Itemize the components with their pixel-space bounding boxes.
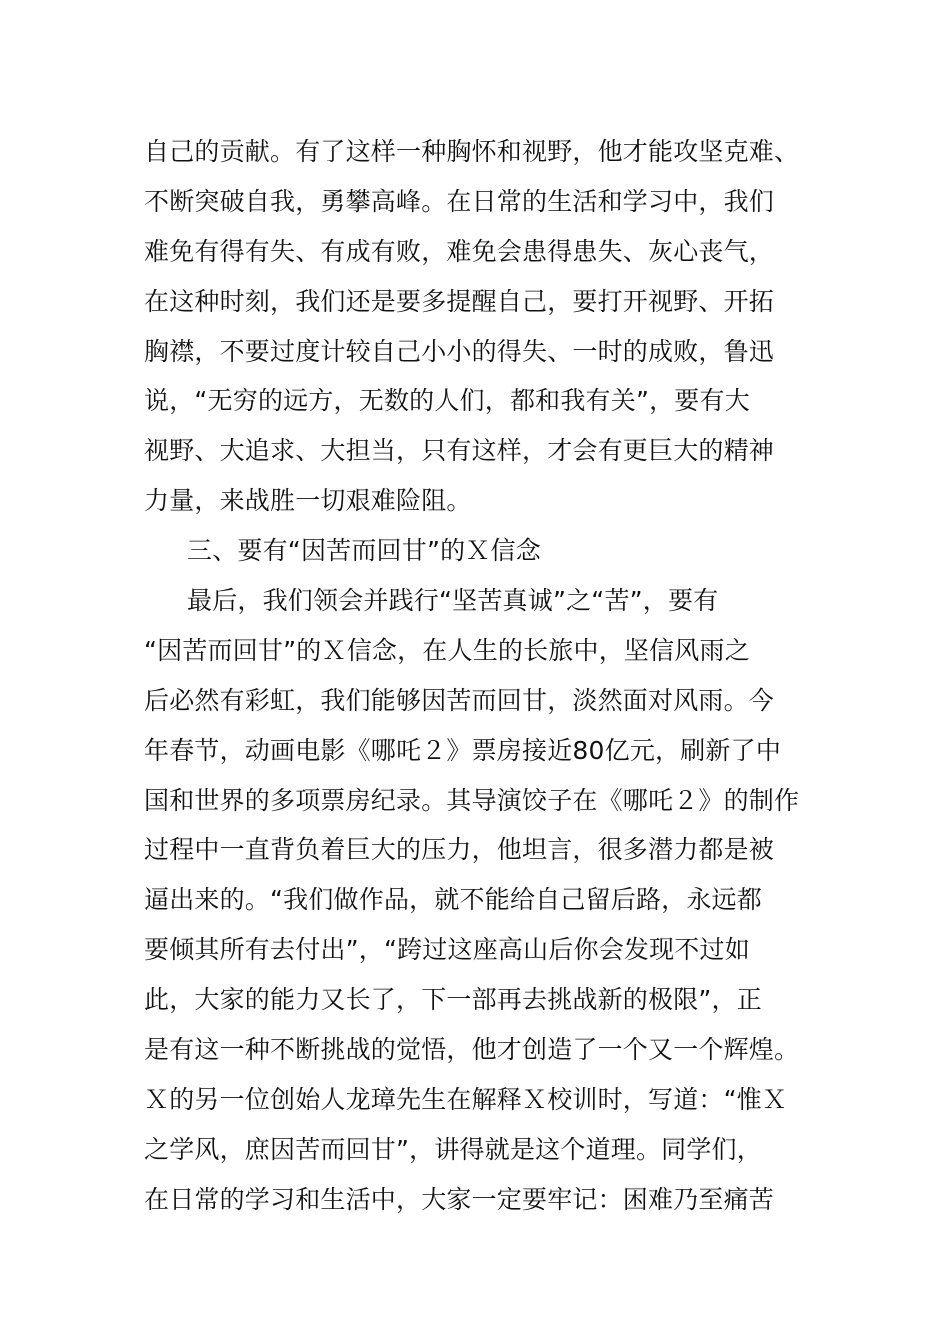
- text-line: 要倾其所有去付出”，“跨过这座高山后你会发现不过如: [144, 935, 750, 965]
- text-line: 自己的贡献。有了这样一种胸怀和视野，他才能攻坚克难、: [144, 137, 800, 166]
- text-line: 说，“无穷的远方，无数的人们，都和我有关”，要有大: [144, 386, 750, 416]
- text-line: 之学风，庶因苦而回甘”，讲得就是这个道理。同学们，: [144, 1134, 762, 1164]
- text-line: 年春节，动画电影《哪吒２》票房接近80亿元，刷新了中: [144, 735, 782, 765]
- text-line: Ｘ的另一位创始人龙璋先生在解释Ｘ校训时，写道：“惟Ｘ: [144, 1084, 788, 1114]
- text-line: 国和世界的多项票房纪录。其导演饺子在《哪吒２》的制作: [144, 785, 800, 815]
- text-line: 在日常的学习和生活中，大家一定要牢记：困难乃至痛苦: [144, 1184, 775, 1214]
- text-line: 是有这一种不断挑战的觉悟，他才创造了一个又一个辉煌。: [144, 1035, 800, 1065]
- text-line: “因苦而回甘”的Ｘ信念，在人生的长旅中，坚信风雨之: [144, 635, 750, 665]
- text-line: 过程中一直背负着巨大的压力，他坦言，很多潜力都是被: [144, 835, 775, 865]
- text-line: 力量，来战胜一切艰难险阻。: [144, 486, 472, 516]
- text-line: 胸襟，不要过度计较自己小小的得失、一时的成败，鲁迅: [144, 336, 775, 366]
- text-line: 后必然有彩虹，我们能够因苦而回甘，淡然面对风雨。今: [144, 685, 775, 715]
- text-line: 此，大家的能力又长了，下一部再去挑战新的极限”，正: [144, 985, 762, 1015]
- text-line: 不断突破自我，勇攀高峰。在日常的生活和学习中，我们: [144, 186, 775, 216]
- text-line: 视野、大追求、大担当，只有这样，才会有更巨大的精神: [144, 436, 775, 466]
- text-line: 难免有得有失、有成有败，难免会患得患失、灰心丧气，: [144, 236, 775, 266]
- section-heading: 三、要有“因苦而回甘”的Ｘ信念: [187, 536, 541, 566]
- body-text: [144, 127, 824, 1225]
- text-line: 逼出来的。“我们做作品，就不能给自己留后路，永远都: [144, 885, 762, 915]
- text-line: 在这种时刻，我们还是要多提醒自己，要打开视野、开拓: [144, 286, 775, 316]
- paragraph-start-line: 最后，我们领会并践行“坚苦真诚”之“苦”，要有: [187, 586, 719, 616]
